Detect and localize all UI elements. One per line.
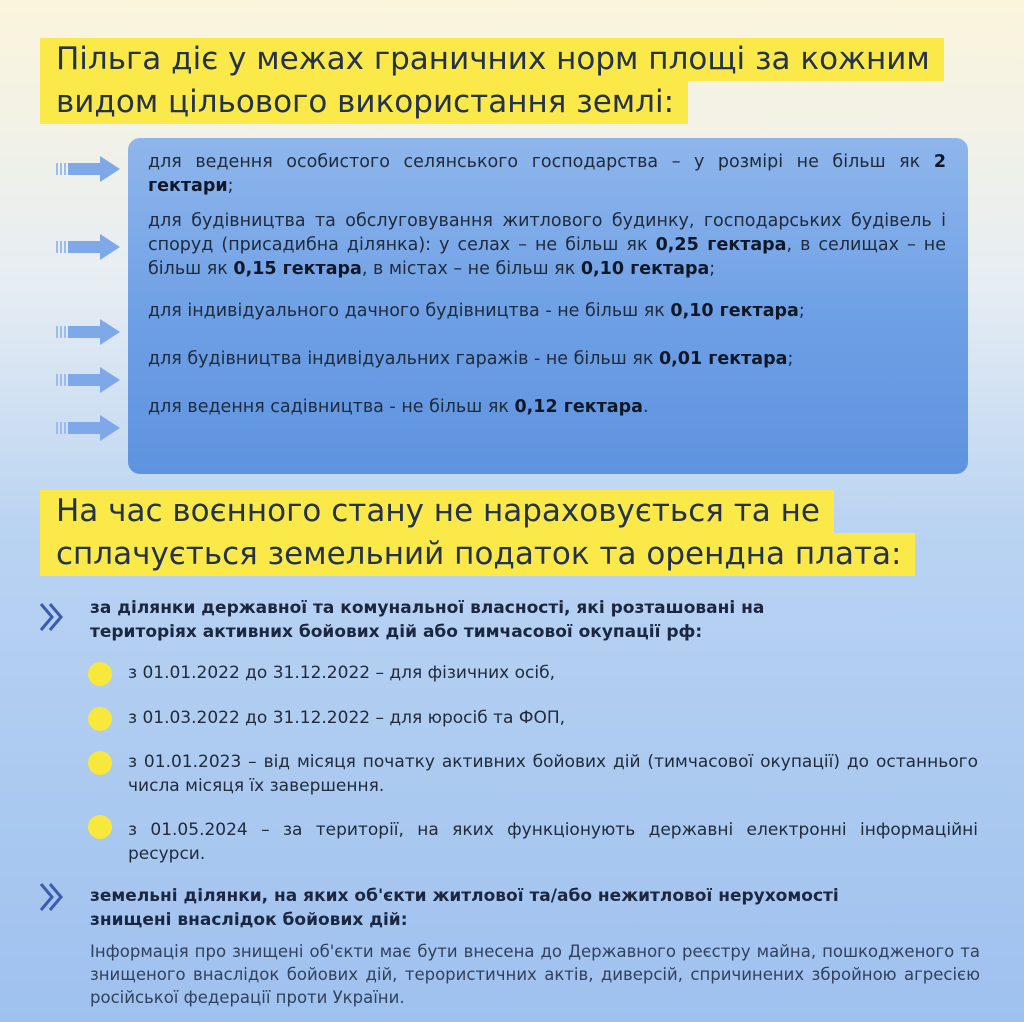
arrow-right-icon bbox=[56, 232, 122, 262]
yellow-dot-icon bbox=[88, 815, 112, 839]
heading-line: сплачується земельний податок та орендна плата: bbox=[40, 533, 915, 576]
arrow-right-icon bbox=[56, 154, 122, 184]
heading-benefit-limits bbox=[40, 38, 944, 124]
section-destroyed-property: земельні ділянки, на яких об'єкти житлової та/або нежитлової нерухомості знищені внаслідок бойових дій: bbox=[90, 886, 839, 930]
registry-info: Інформація про знищені об'єкти має бути внесена до Державного реєстру майна, пошкодженого та знищеного внаслідок бойових дій, терористичних актів, диверсій, спричинених збройною агресією російської федерації проти України. bbox=[90, 942, 980, 1007]
norm-item: для будівництва індивідуальних гаражів - не більш як 0,01 гектара; bbox=[148, 349, 794, 369]
double-chevron-icon bbox=[38, 880, 70, 914]
arrow-right-icon bbox=[56, 365, 122, 395]
bullet-item: з 01.03.2022 до 31.12.2022 – для юросіб та ФОП, bbox=[128, 708, 566, 728]
bullet-item: з 01.05.2024 – за території, на яких функціонують державні електронні інформаційні ресурси. bbox=[128, 820, 978, 864]
yellow-dot-icon bbox=[88, 662, 112, 686]
norm-item: для індивідуального дачного будівництва - не більш як 0,10 гектара; bbox=[148, 301, 805, 321]
heading-line: На час воєнного стану не нараховується та не bbox=[40, 490, 834, 533]
yellow-dot-icon bbox=[88, 707, 112, 731]
double-chevron-icon bbox=[38, 600, 70, 634]
yellow-dot-icon bbox=[88, 751, 112, 775]
norm-item: для ведення садівництва - не більш як 0,12 гектара. bbox=[148, 397, 649, 417]
section-state-communal-land: за ділянки державної та комунальної власності, які розташовані на територіях активних бойових дій або тимчасової окупації рф: bbox=[90, 598, 765, 642]
arrow-right-icon bbox=[56, 413, 122, 443]
arrow-right-icon bbox=[56, 317, 122, 347]
land-norms-box bbox=[128, 138, 968, 474]
bullet-item: з 01.01.2023 – від місяця початку активних бойових дій (тимчасової окупації) до останнього числа місяця їх завершення. bbox=[128, 752, 978, 796]
norm-item: для будівництва та обслуговування житлового будинку, господарських будівель і споруд (присадибна ділянка): у селах – не більш як 0,25 гектара, в селищах – не більш як 0,15 гектара, в містах – не більш як 0,10 гектара; bbox=[148, 211, 946, 279]
heading-martial-law bbox=[40, 490, 915, 576]
heading-line: Пільга діє у межах граничних норм площі за кожним bbox=[40, 38, 944, 81]
heading-line: видом цільового використання землі: bbox=[40, 81, 688, 124]
bullet-item: з 01.01.2022 до 31.12.2022 – для фізичних осіб, bbox=[128, 663, 556, 683]
norm-item: для ведення особистого селянського господарства – у розмірі не більш як 2 гектари; bbox=[148, 152, 946, 196]
